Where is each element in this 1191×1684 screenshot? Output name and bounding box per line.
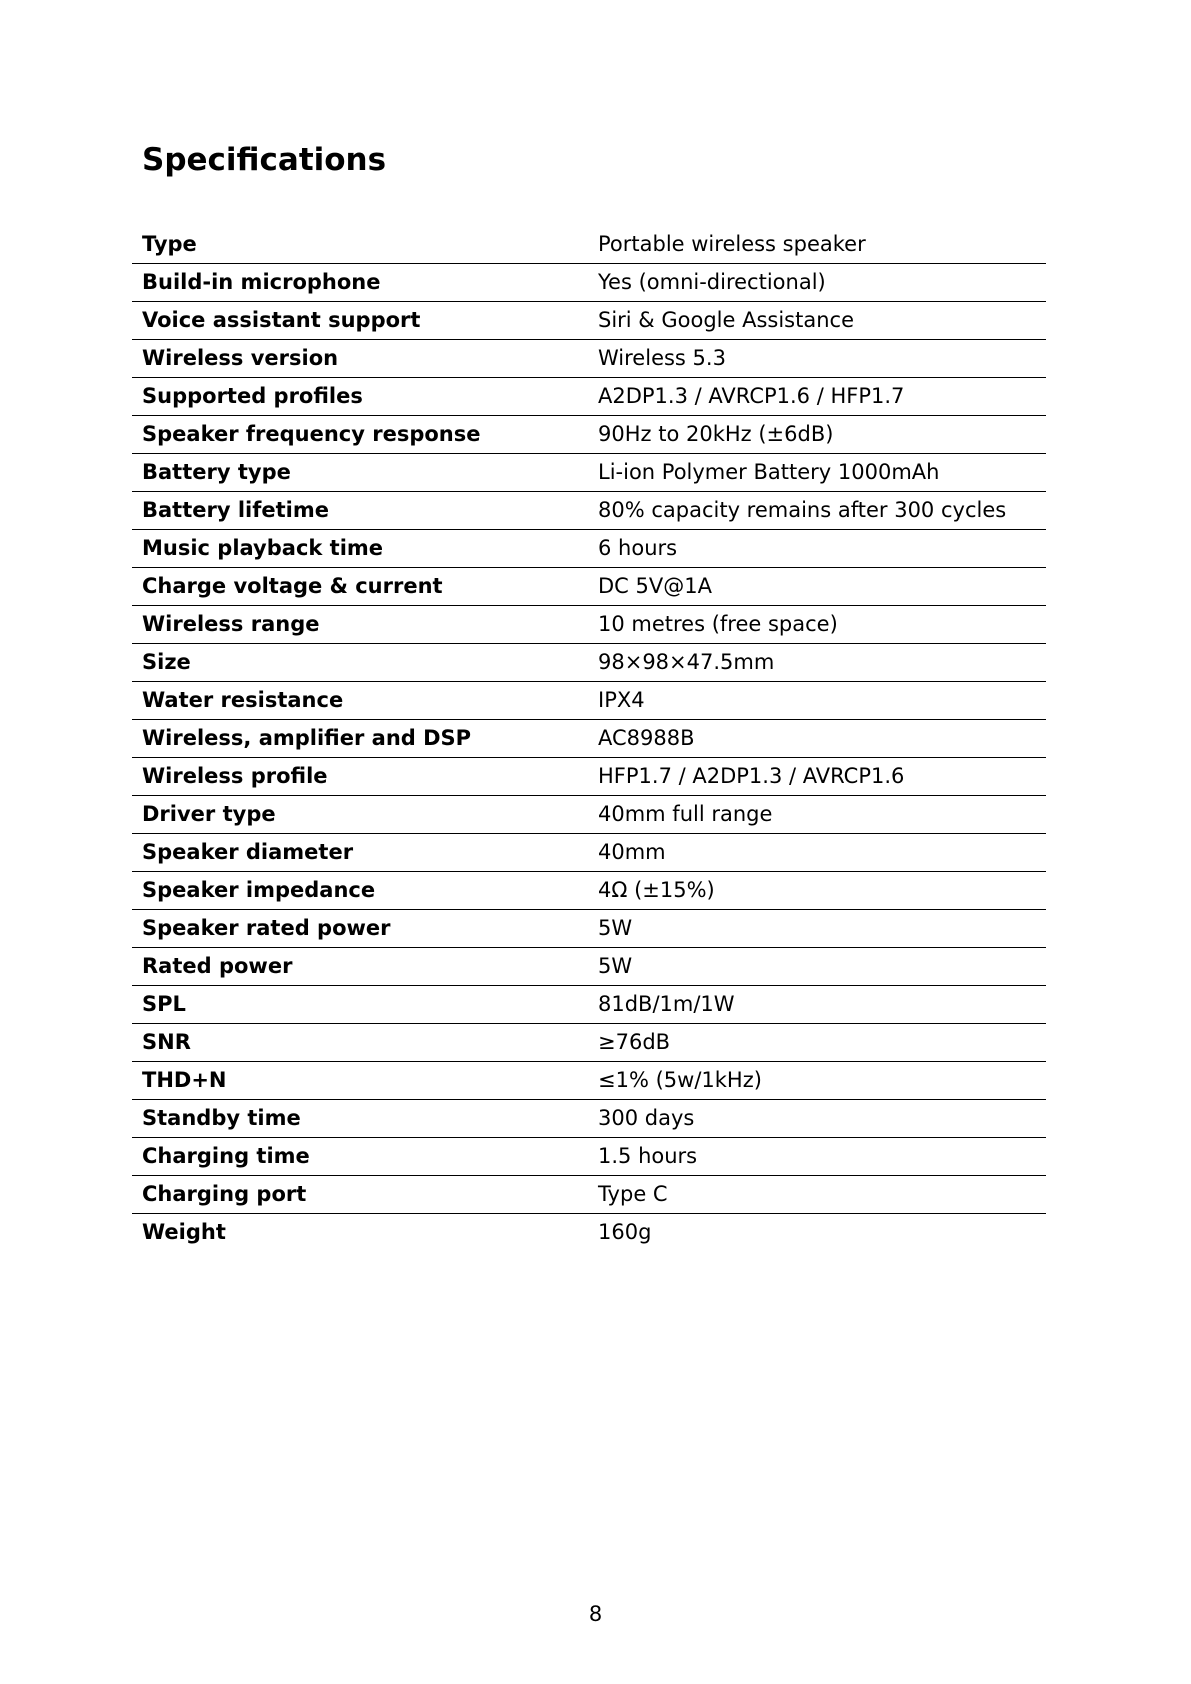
table-row <box>132 454 1046 492</box>
spec-label: SPL <box>132 986 588 1024</box>
spec-value: 300 days <box>588 1100 1046 1138</box>
spec-value: 5W <box>588 910 1046 948</box>
table-row <box>132 682 1046 720</box>
spec-value: 81dB/1m/1W <box>588 986 1046 1024</box>
spec-value: DC 5V@1A <box>588 568 1046 606</box>
spec-label: Speaker frequency response <box>132 416 588 454</box>
spec-value: 1.5 hours <box>588 1138 1046 1176</box>
table-row <box>132 1024 1046 1062</box>
table-row <box>132 416 1046 454</box>
table-row <box>132 226 1046 264</box>
spec-value: 10 metres (free space) <box>588 606 1046 644</box>
spec-label: Charging port <box>132 1176 588 1214</box>
table-row <box>132 378 1046 416</box>
table-row <box>132 986 1046 1024</box>
spec-value: 90Hz to 20kHz (±6dB) <box>588 416 1046 454</box>
table-row <box>132 1214 1046 1252</box>
spec-value: 4Ω (±15%) <box>588 872 1046 910</box>
table-row <box>132 530 1046 568</box>
spec-label: Water resistance <box>132 682 588 720</box>
spec-label: Speaker diameter <box>132 834 588 872</box>
table-row <box>132 492 1046 530</box>
table-row <box>132 720 1046 758</box>
table-row <box>132 644 1046 682</box>
spec-value: Yes (omni-directional) <box>588 264 1046 302</box>
table-row <box>132 568 1046 606</box>
spec-label: Speaker rated power <box>132 910 588 948</box>
page-number: 8 <box>588 1602 603 1626</box>
spec-label: Weight <box>142 1220 226 1244</box>
spec-label: Standby time <box>132 1100 588 1138</box>
spec-label: Charge voltage & current <box>132 568 588 606</box>
spec-value: IPX4 <box>588 682 1046 720</box>
table-row <box>132 606 1046 644</box>
spec-value: ≤1% (5w/1kHz) <box>588 1062 1046 1100</box>
table-row <box>132 872 1046 910</box>
spec-label: Music playback time <box>132 530 588 568</box>
spec-value: Siri & Google Assistance <box>588 302 1046 340</box>
spec-value: 40mm <box>588 834 1046 872</box>
table-row <box>132 834 1046 872</box>
spec-label: SNR <box>132 1024 588 1062</box>
spec-label: Voice assistant support <box>132 302 588 340</box>
spec-value: A2DP1.3 / AVRCP1.6 / HFP1.7 <box>588 378 1046 416</box>
spec-value: HFP1.7 / A2DP1.3 / AVRCP1.6 <box>588 758 1046 796</box>
spec-label: Wireless version <box>132 340 588 378</box>
table-row <box>132 264 1046 302</box>
spec-value: 6 hours <box>588 530 1046 568</box>
page-title: Specifications <box>142 142 387 178</box>
table-row <box>132 910 1046 948</box>
spec-value: 40mm full range <box>588 796 1046 834</box>
spec-label: Wireless profile <box>132 758 588 796</box>
table-row <box>132 1062 1046 1100</box>
spec-value: Li-ion Polymer Battery 1000mAh <box>588 454 1046 492</box>
specifications-table <box>132 226 1046 1251</box>
spec-value: 98×98×47.5mm <box>588 644 1046 682</box>
spec-value: Portable wireless speaker <box>588 226 1046 264</box>
spec-label: Supported profiles <box>132 378 588 416</box>
table-row <box>132 948 1046 986</box>
spec-label: Wireless range <box>132 606 588 644</box>
spec-label: Build-in microphone <box>132 264 588 302</box>
spec-label: Rated power <box>132 948 588 986</box>
spec-label: Type <box>132 226 588 264</box>
spec-value: Wireless 5.3 <box>588 340 1046 378</box>
table-row <box>132 796 1046 834</box>
spec-label: THD+N <box>132 1062 588 1100</box>
spec-label: Battery lifetime <box>132 492 588 530</box>
spec-label: Battery type <box>132 454 588 492</box>
table-row <box>132 302 1046 340</box>
spec-value: Type C <box>588 1176 1046 1214</box>
spec-label: Size <box>132 644 588 682</box>
spec-label: Wireless, amplifier and DSP <box>132 720 588 758</box>
table-row <box>132 758 1046 796</box>
spec-value: 5W <box>588 948 1046 986</box>
spec-value: 160g <box>598 1220 652 1244</box>
spec-value: 80% capacity remains after 300 cycles <box>588 492 1046 530</box>
spec-label: Charging time <box>132 1138 588 1176</box>
spec-label: Driver type <box>132 796 588 834</box>
specifications-table-body <box>132 226 1046 1251</box>
spec-label: Speaker impedance <box>132 872 588 910</box>
table-row <box>132 1138 1046 1176</box>
table-row <box>132 1100 1046 1138</box>
table-row <box>132 1176 1046 1214</box>
table-row <box>132 340 1046 378</box>
spec-value: ≥76dB <box>588 1024 1046 1062</box>
spec-value: AC8988B <box>588 720 1046 758</box>
